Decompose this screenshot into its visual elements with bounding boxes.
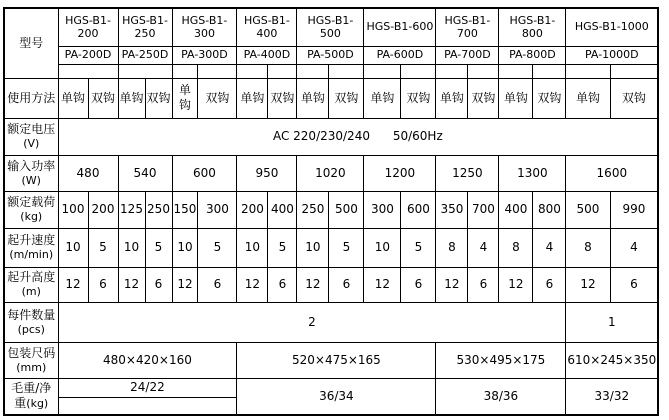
row-header-qty [4,302,58,342]
speed-cell: 4 [533,228,566,267]
packing-cell: 520×475×165 [237,342,436,378]
spacer-cell [58,64,118,78]
load-cell: 500 [329,191,364,228]
spacer-cell [566,64,610,78]
height-cell: 12 [566,267,610,302]
spacer-cell [118,64,172,78]
row-header-load-unit: (kg) [20,210,43,224]
usage-single-cell: 单钩 [436,78,468,118]
power-cell: 480 [58,155,118,191]
model-cell: HGS-B1-250 [118,8,172,46]
row-header-packing [4,342,58,378]
row-header-height-unit: (m) [21,285,41,299]
power-cell: 1020 [297,155,364,191]
weight-cell: 24/22 [58,378,237,397]
speed-cell: 8 [436,228,468,267]
row-header-voltage-unit: (V) [23,137,40,151]
pa-code-cell: PA-250D [118,46,172,64]
pa-code-cell: PA-500D [297,46,364,64]
power-cell: 600 [172,155,237,191]
load-cell: 990 [610,191,658,228]
height-cell: 12 [118,267,145,302]
row-usage [4,78,658,118]
spacer-cell [268,64,297,78]
spacer-cell [401,64,436,78]
load-cell: 400 [268,191,297,228]
weight-empty-cell [58,397,237,415]
speed-cell: 5 [329,228,364,267]
spacer-cell [329,64,364,78]
row-header-speed-name: 起升速度 [7,233,56,248]
model-cell: HGS-B1-1000 [566,8,658,46]
row-pa-code [4,46,658,64]
height-cell: 6 [268,267,297,302]
height-cell: 6 [401,267,436,302]
usage-single-cell: 单钩 [297,78,329,118]
weight-cell: 36/34 [237,378,436,415]
usage-double-cell: 双钩 [145,78,172,118]
power-cell: 1200 [364,155,436,191]
spacer-cell [610,64,658,78]
load-cell: 125 [118,191,145,228]
row-header-packing-name: 包装尺码 [7,345,56,360]
spacer-cell [364,64,401,78]
row-header-power-name: 输入功率 [7,158,56,173]
height-cell: 12 [237,267,268,302]
load-cell: 600 [401,191,436,228]
row-header-packing-unit: (mm) [16,360,47,374]
height-cell: 12 [364,267,401,302]
model-cell: HGS-B1-700 [436,8,499,46]
usage-double-cell: 双钩 [198,78,237,118]
load-cell: 350 [436,191,468,228]
usage-single-cell: 单钩 [566,78,610,118]
spacer-cell [198,64,237,78]
row-height [4,267,658,302]
usage-double-cell: 双钩 [401,78,436,118]
power-cell: 1600 [566,155,658,191]
spacer-cell [297,64,329,78]
height-cell: 12 [58,267,88,302]
row-header-power [4,155,58,191]
load-cell: 300 [198,191,237,228]
height-cell: 12 [499,267,533,302]
usage-single-cell: 单钩 [118,78,145,118]
model-cell: HGS-B1-500 [297,8,364,46]
spacer-cell [533,64,566,78]
row-weight [4,378,658,397]
load-cell: 150 [172,191,198,228]
pa-code-cell: PA-300D [172,46,237,64]
speed-cell: 5 [198,228,237,267]
row-header-power-unit: (W) [21,173,41,187]
load-cell: 700 [468,191,499,228]
load-cell: 250 [145,191,172,228]
model-cell: HGS-B1-400 [237,8,297,46]
voltage-value-cell: AC 220/230/240 50/60Hz [58,118,658,155]
row-header-qty-name: 每件数量 [7,307,56,322]
load-cell: 300 [364,191,401,228]
speed-cell: 10 [237,228,268,267]
spacer-cell [468,64,499,78]
usage-double-cell: 双钩 [329,78,364,118]
weight-cell: 33/32 [566,378,658,415]
pa-code-cell: PA-1000D [566,46,658,64]
row-packing [4,342,658,378]
load-cell: 400 [499,191,533,228]
load-cell: 200 [88,191,118,228]
speed-cell: 5 [145,228,172,267]
qty-cell: 1 [566,302,658,342]
load-cell: 200 [237,191,268,228]
power-cell: 950 [237,155,297,191]
usage-single-cell: 单钩 [499,78,533,118]
load-cell: 800 [533,191,566,228]
usage-single-cell: 单钩 [364,78,401,118]
speed-cell: 10 [172,228,198,267]
row-speed [4,228,658,267]
height-cell: 6 [329,267,364,302]
row-header-model: 型号 [4,8,58,78]
height-cell: 12 [436,267,468,302]
height-cell: 6 [533,267,566,302]
speed-cell: 10 [297,228,329,267]
model-cell: HGS-B1-600 [364,8,436,46]
packing-cell: 530×495×175 [436,342,566,378]
load-cell: 250 [297,191,329,228]
usage-double-cell: 双钩 [610,78,658,118]
model-cell: HGS-B1-300 [172,8,237,46]
height-cell: 6 [198,267,237,302]
spacer-cell [436,64,468,78]
power-cell: 540 [118,155,172,191]
row-model [4,8,658,46]
spacer-cell [499,64,533,78]
row-load [4,191,658,228]
height-cell: 12 [297,267,329,302]
power-cell: 1250 [436,155,499,191]
usage-double-cell: 双钩 [533,78,566,118]
row-header-voltage [4,118,58,155]
packing-cell: 610×245×350 [566,342,658,378]
row-header-weight-name: 毛重/净重 [11,381,52,411]
speed-cell: 5 [401,228,436,267]
height-cell: 6 [610,267,658,302]
height-cell: 6 [468,267,499,302]
row-header-voltage-name: 额定电压 [7,122,56,137]
row-header-speed-unit: (m/min) [9,248,54,262]
pa-code-cell: PA-600D [364,46,436,64]
speed-cell: 8 [499,228,533,267]
hoist-spec-table [3,7,659,416]
speed-cell: 10 [364,228,401,267]
pa-code-cell: PA-800D [499,46,566,64]
row-header-load-name: 额定载荷 [7,195,56,210]
speed-cell: 5 [88,228,118,267]
usage-double-cell: 双钩 [268,78,297,118]
row-header-load [4,191,58,228]
row-header-height [4,267,58,302]
row-header-speed [4,228,58,267]
usage-single-cell: 单钩 [58,78,88,118]
spacer-cell [172,64,198,78]
height-cell: 6 [145,267,172,302]
height-cell: 12 [172,267,198,302]
usage-double-cell: 双钩 [88,78,118,118]
model-cell: HGS-B1-200 [58,8,118,46]
pa-code-cell: PA-200D [58,46,118,64]
power-cell: 1300 [499,155,566,191]
row-header-height-name: 起升高度 [7,270,56,285]
speed-cell: 4 [610,228,658,267]
speed-cell: 4 [468,228,499,267]
load-cell: 500 [566,191,610,228]
row-header-qty-unit: (pcs) [17,322,45,336]
spacer-cell [237,64,268,78]
height-cell: 6 [88,267,118,302]
weight-cell: 38/36 [436,378,566,415]
model-cell: HGS-B1-800 [499,8,566,46]
usage-single-cell: 单钩 [172,78,198,118]
row-header-weight [4,378,58,415]
pa-code-cell: PA-700D [436,46,499,64]
speed-cell: 5 [268,228,297,267]
row-power [4,155,658,191]
qty-cell: 2 [58,302,566,342]
row-voltage [4,118,658,155]
row-spacer [4,64,658,78]
usage-double-cell: 双钩 [468,78,499,118]
speed-cell: 10 [118,228,145,267]
row-header-usage: 使用方法 [4,78,58,118]
row-header-weight-unit: (kg) [26,397,49,411]
speed-cell: 8 [566,228,610,267]
pa-code-cell: PA-400D [237,46,297,64]
packing-cell: 480×420×160 [58,342,237,378]
load-cell: 100 [58,191,88,228]
row-qty [4,302,658,342]
usage-single-cell: 单钩 [237,78,268,118]
speed-cell: 10 [58,228,88,267]
